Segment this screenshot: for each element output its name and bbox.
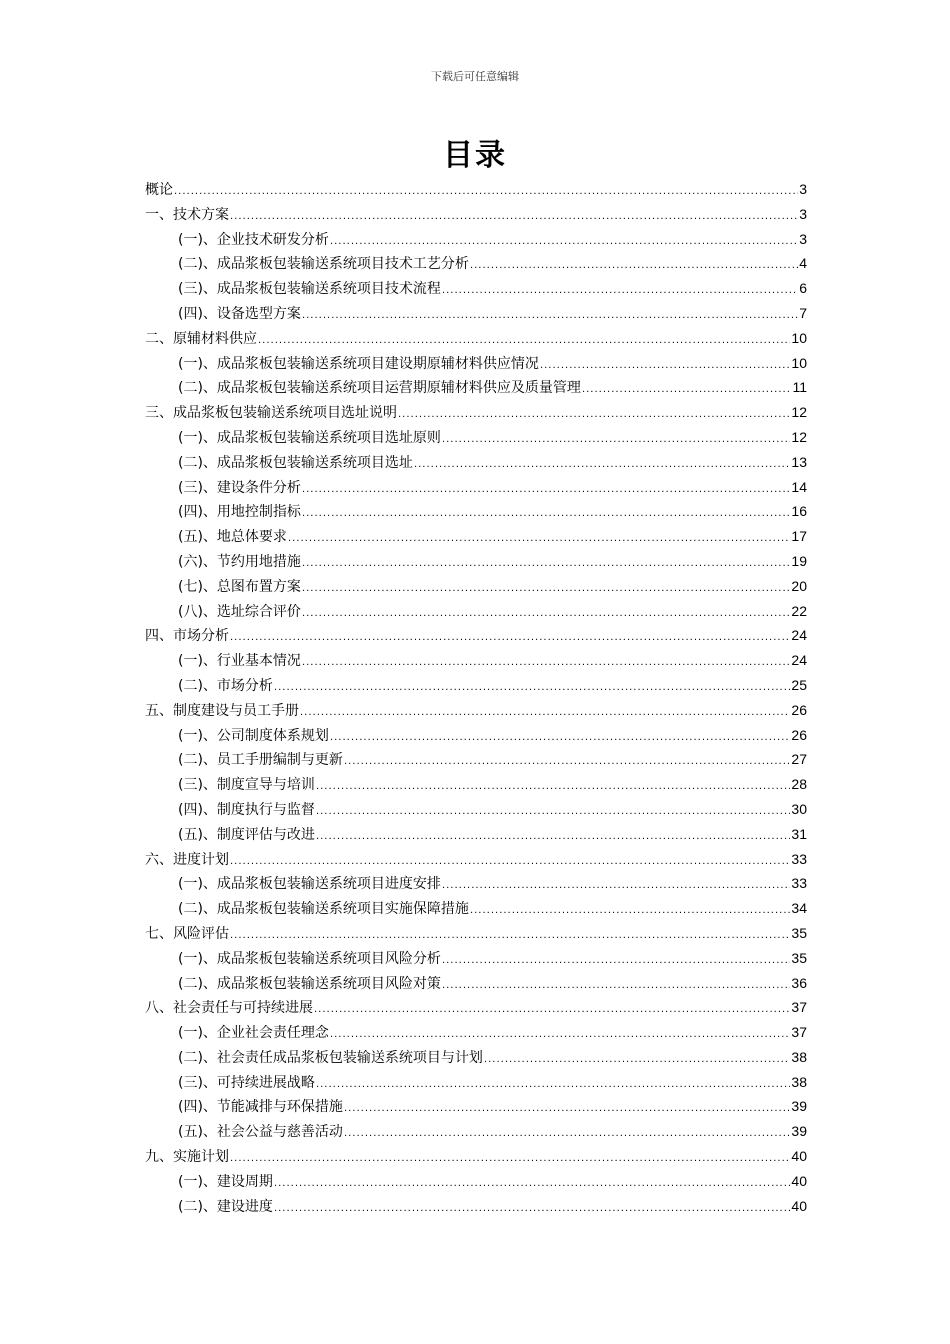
toc-entry-title: 一、技术方案: [145, 206, 229, 223]
toc-dot-leader: [302, 502, 790, 527]
toc-entry[interactable]: [145, 871, 807, 896]
toc-entry-title: (一)、行业基本情况: [178, 653, 301, 670]
toc-dot-leader: [470, 254, 798, 279]
toc-entry-page: 35: [791, 924, 807, 941]
toc-entry-page: 34: [791, 900, 807, 917]
toc-entry[interactable]: [145, 822, 807, 847]
toc-entry[interactable]: [145, 375, 807, 400]
toc-dot-leader: [302, 602, 790, 627]
toc-entry[interactable]: [145, 475, 807, 500]
toc-entry-page: 12: [791, 428, 807, 445]
page-header: 下载后可任意编辑: [431, 70, 519, 83]
toc-entry-title: (一)、公司制度体系规划: [178, 727, 329, 744]
toc-entry[interactable]: [145, 450, 807, 475]
toc-entry-page: 22: [791, 602, 807, 619]
toc-entry-title: (五)、制度评估与改进: [178, 826, 315, 843]
toc-entry[interactable]: [145, 772, 807, 797]
toc-entry-page: 3: [799, 181, 807, 197]
toc-entry[interactable]: [145, 1045, 807, 1070]
toc-entry-page: 10: [791, 354, 807, 371]
toc-entry-title: 五、制度建设与员工手册: [145, 702, 299, 719]
toc-dot-leader: [230, 626, 790, 651]
toc-entry-page: 31: [791, 825, 807, 842]
toc-entry-title: (三)、成品浆板包装输送系统项目技术流程: [178, 281, 441, 298]
toc-entry-title: (四)、设备选型方案: [178, 305, 301, 322]
toc-dot-leader: [230, 205, 798, 230]
toc-entry[interactable]: [145, 549, 807, 574]
toc-dot-leader: [300, 701, 790, 726]
toc-entry[interactable]: [145, 797, 807, 822]
toc-entry-page: 4: [799, 255, 807, 272]
toc-entry-title: 二、原辅材料供应: [145, 330, 257, 347]
toc-entry-title: (五)、社会公益与慈善活动: [178, 1124, 343, 1141]
toc-entry-title: (四)、用地控制指标: [178, 504, 301, 521]
toc-dot-leader: [398, 403, 790, 428]
toc-dot-leader: [302, 304, 798, 329]
toc-entry[interactable]: [145, 251, 807, 276]
toc-entry-title: (二)、成品浆板包装输送系统项目风险对策: [178, 975, 441, 992]
toc-dot-leader: [302, 478, 790, 503]
toc-entry-title: 九、实施计划: [145, 1149, 229, 1166]
toc-dot-leader: [302, 577, 790, 602]
toc-entry-page: 3: [799, 205, 807, 222]
toc-entry[interactable]: [145, 276, 807, 301]
toc-entry[interactable]: [145, 673, 807, 698]
toc-entry-page: 11: [792, 379, 807, 396]
toc-entry-title: (二)、成品浆板包装输送系统项目实施保障措施: [178, 901, 469, 918]
toc-entry-page: 40: [791, 1148, 807, 1165]
toc-entry[interactable]: [145, 623, 807, 648]
toc-entry-title: (二)、市场分析: [178, 677, 273, 694]
toc-entry[interactable]: [145, 1119, 807, 1144]
toc-entry[interactable]: [145, 400, 807, 425]
toc-entry-title: (三)、可持续进展战略: [178, 1074, 315, 1091]
toc-entry[interactable]: [145, 698, 807, 723]
toc-entry-title: (四)、节能减排与环保措施: [178, 1099, 343, 1116]
toc-entry-page: 37: [791, 1024, 807, 1041]
toc-entry-title: (二)、建设进度: [178, 1198, 273, 1215]
toc-entry[interactable]: [145, 351, 807, 376]
toc-entry-page: 13: [791, 453, 807, 470]
toc-entry[interactable]: [145, 971, 807, 996]
toc-entry-page: 30: [791, 800, 807, 817]
toc-entry-page: 39: [791, 1098, 807, 1115]
toc-entry-title: 七、风险评估: [145, 925, 229, 942]
toc-entry[interactable]: [145, 1094, 807, 1119]
toc-entry-page: 39: [791, 1123, 807, 1140]
toc-entry-title: (二)、成品浆板包装输送系统项目运营期原辅材料供应及质量管理: [178, 380, 581, 397]
toc-entry[interactable]: [145, 326, 807, 351]
toc-entry-title: (一)、成品浆板包装输送系统项目进度安排: [178, 876, 441, 893]
toc-entry[interactable]: [145, 499, 807, 524]
toc-dot-leader: [414, 453, 790, 478]
toc-entry[interactable]: [145, 896, 807, 921]
toc-entry-title: (六)、节约用地措施: [178, 553, 301, 570]
toc-entry-page: 19: [791, 552, 807, 569]
toc-entry-title: 三、成品浆板包装输送系统项目选址说明: [145, 405, 397, 422]
toc-entry[interactable]: [145, 425, 807, 450]
toc-dot-leader: [174, 180, 798, 205]
toc-dot-leader: [316, 1073, 790, 1098]
toc-entry-title: (三)、制度宣导与培训: [178, 777, 315, 794]
toc-dot-leader: [316, 800, 790, 825]
toc-dot-leader: [274, 676, 790, 701]
toc-dot-leader: [316, 825, 790, 850]
toc-entry[interactable]: [145, 1020, 807, 1045]
toc-entry[interactable]: [145, 946, 807, 971]
toc-entry-page: 7: [799, 304, 807, 321]
toc-entry-title: (一)、成品浆板包装输送系统项目风险分析: [178, 950, 441, 967]
toc-entry-page: 38: [791, 1048, 807, 1065]
toc-entry-page: 14: [791, 478, 807, 495]
toc-entry-page: 27: [791, 751, 807, 768]
toc-dot-leader: [274, 1172, 790, 1197]
toc-entry-page: 17: [791, 528, 807, 545]
toc-dot-leader: [442, 949, 790, 974]
toc-dot-leader: [344, 1097, 790, 1122]
toc-entry-title: (一)、成品浆板包装输送系统项目建设期原辅材料供应情况: [178, 355, 539, 372]
toc-dot-leader: [442, 428, 790, 453]
toc-dot-leader: [288, 527, 790, 552]
toc-entry-title: (二)、社会责任成品浆板包装输送系统项目与计划: [178, 1049, 483, 1066]
toc-entry-page: 10: [791, 329, 807, 346]
toc-entry[interactable]: [145, 1144, 807, 1169]
toc-entry-title: (二)、成品浆板包装输送系统项目选址: [178, 454, 413, 471]
toc-entry[interactable]: [145, 921, 807, 946]
toc-entry[interactable]: [145, 1169, 807, 1194]
toc-dot-leader: [302, 651, 790, 676]
toc-entry-title: (七)、总图布置方案: [178, 578, 301, 595]
toc-entry[interactable]: [145, 747, 807, 772]
toc-entry-title: 八、社会责任与可持续进展: [145, 1000, 313, 1017]
toc-entry-page: 33: [791, 875, 807, 892]
toc-entry-page: 40: [791, 1197, 807, 1214]
toc-entry-page: 37: [791, 999, 807, 1016]
toc-entry-page: 25: [791, 676, 807, 693]
toc-entry-title: (二)、员工手册编制与更新: [178, 752, 343, 769]
toc-dot-leader: [316, 775, 790, 800]
toc-entry[interactable]: [145, 227, 807, 252]
toc-entry-page: 12: [791, 404, 807, 421]
toc-dot-leader: [484, 1048, 790, 1073]
toc-entry[interactable]: [145, 1194, 807, 1219]
toc-dot-leader: [442, 279, 798, 304]
toc-entry-page: 6: [799, 280, 807, 297]
toc-entry[interactable]: [145, 574, 807, 599]
toc-entry-title: (一)、成品浆板包装输送系统项目选址原则: [178, 429, 441, 446]
toc-dot-leader: [582, 378, 792, 403]
toc-dot-leader: [330, 230, 798, 255]
toc-entry[interactable]: [145, 648, 807, 673]
toc-entry-page: 36: [791, 974, 807, 991]
toc-dot-leader: [274, 1197, 790, 1222]
toc-entry[interactable]: [145, 723, 807, 748]
toc-dot-leader: [258, 329, 790, 354]
table-of-contents: [145, 177, 807, 1218]
toc-entry[interactable]: [145, 847, 807, 872]
toc-dot-leader: [314, 998, 790, 1023]
page-title: 目录: [443, 138, 507, 173]
toc-entry-page: 28: [791, 776, 807, 793]
toc-dot-leader: [540, 354, 790, 379]
toc-entry-page: 33: [791, 850, 807, 867]
toc-entry[interactable]: [145, 202, 807, 227]
toc-dot-leader: [230, 1147, 790, 1172]
toc-entry[interactable]: [145, 301, 807, 326]
toc-entry-page: 26: [791, 701, 807, 718]
toc-entry-title: (一)、建设周期: [178, 1173, 273, 1190]
toc-entry[interactable]: [145, 599, 807, 624]
toc-entry-title: (二)、成品浆板包装输送系统项目技术工艺分析: [178, 256, 469, 273]
toc-entry[interactable]: [145, 995, 807, 1020]
toc-dot-leader: [470, 899, 790, 924]
toc-entry-page: 35: [791, 949, 807, 966]
toc-dot-leader: [344, 1122, 790, 1147]
toc-entry-title: (一)、企业社会责任理念: [178, 1025, 329, 1042]
toc-dot-leader: [230, 924, 790, 949]
toc-entry-page: 38: [791, 1073, 807, 1090]
toc-entry-title: (四)、制度执行与监督: [178, 801, 315, 818]
toc-entry-page: 20: [791, 577, 807, 594]
toc-entry-page: 3: [799, 230, 807, 247]
toc-entry[interactable]: [145, 524, 807, 549]
toc-entry-page: 24: [791, 627, 807, 644]
toc-entry-page: 24: [791, 652, 807, 669]
toc-entry-title: (三)、建设条件分析: [178, 479, 301, 496]
toc-entry-page: 26: [791, 726, 807, 743]
toc-entry-title: 概论: [145, 182, 173, 198]
toc-dot-leader: [330, 1023, 790, 1048]
toc-dot-leader: [302, 552, 790, 577]
toc-dot-leader: [344, 750, 790, 775]
toc-entry-title: 六、进度计划: [145, 851, 229, 868]
toc-entry-page: 40: [791, 1172, 807, 1189]
toc-entry-title: (五)、地总体要求: [178, 529, 287, 546]
toc-entry-title: (八)、选址综合评价: [178, 603, 301, 620]
toc-entry-page: 16: [791, 503, 807, 520]
toc-entry[interactable]: [145, 177, 807, 202]
toc-entry[interactable]: [145, 1070, 807, 1095]
toc-dot-leader: [330, 726, 790, 751]
toc-entry-title: (一)、企业技术研发分析: [178, 231, 329, 248]
toc-dot-leader: [442, 874, 790, 899]
toc-dot-leader: [230, 850, 790, 875]
toc-dot-leader: [442, 974, 790, 999]
toc-entry-title: 四、市场分析: [145, 628, 229, 645]
